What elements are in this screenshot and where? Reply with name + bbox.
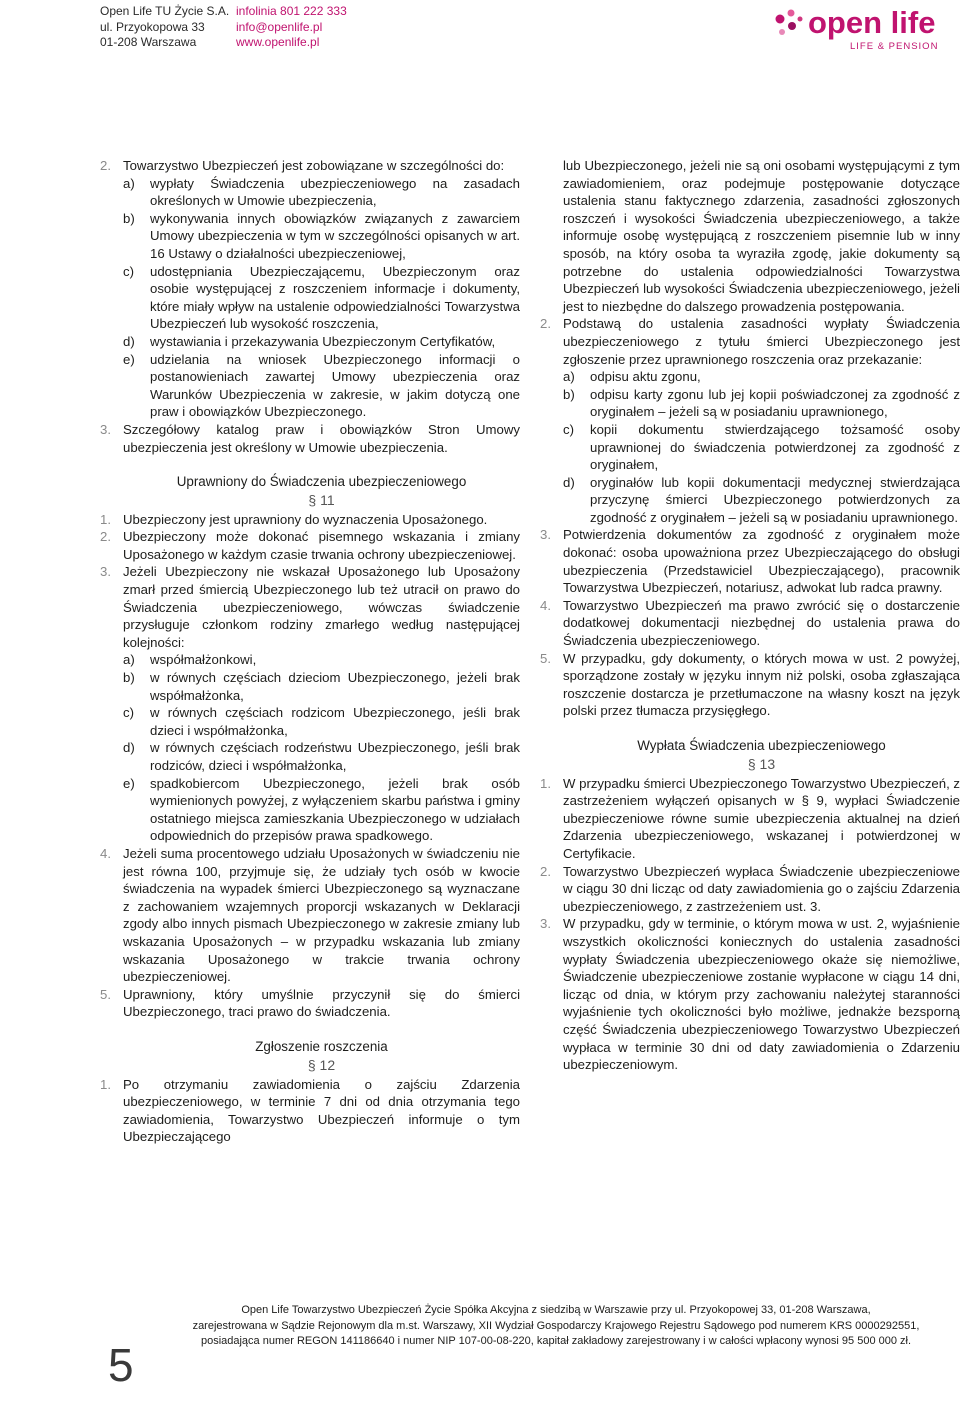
paragraph-number: § 12 [307, 1056, 336, 1073]
list-item: 4. Jeżeli suma procentowego udziału Uposażonych w świadczeniu nie jest równa 100, przyjmuje się, że udziały tych osób w kwocie świadczenia na wypadek śmierci Ubezpieczonego są wyznaczane z zachowaniem wzajemnych proporcji wskazanych w Deklaracji zgody albo innych pismach Ubezpieczonego w zakresie zmiany lub wskazania Uposażonych – w przypadku wskazania lub zmiany wskazania Uposażonego w trakcie trwania ochrony ubezpieczeniowej. [100, 845, 520, 985]
list-item: 2. Ubezpieczony może dokonać pisemnego wskazania i zmiany Uposażonego w każdym czasie trwania ochrony ubezpieczeniowej. [100, 529, 520, 562]
footer-line: zarejestrowana w Sądzie Rejonowym dla m.st. Warszawy, XII Wydział Gospodarczy Krajowego Rejestru Sądowego pod numerem KRS 0000292551, [192, 1319, 920, 1332]
list-item: 5. Uprawniony, który umyślnie przyczynił się do śmierci Ubezpieczonego, traci prawo do świadczenia. [100, 986, 520, 1020]
list-subitem: c) kopii dokumentu stwierdzającego tożsamość osoby uprawnionej do świadczenia potwierdzonej za zgodność z oryginałem, [563, 421, 960, 473]
company-street: ul. Przyokopowa 33 [100, 19, 205, 34]
list-item: 2. Towarzystwo Ubezpieczeń jest zobowiązane w szczególności do: [100, 158, 505, 173]
page-number: 5 [108, 1339, 134, 1391]
list-item: 2. Podstawą do ustalenia zasadności wypłaty Świadczenia ubezpieczeniowego z tytułu śmierci Ubezpieczonego jest zgłoszenie przez uprawnionego roszczenia oraz przekazanie: [540, 316, 960, 367]
list-item: 1. Po otrzymaniu zawiadomienia o zajściu Zdarzenia ubezpieczeniowego, w terminie 7 dni od dnia otrzymania tego zawiadomienia, Towarzystwo Ubezpieczeń informuje o tym Ubezpieczającego [100, 1076, 520, 1145]
list-item: 3. Jeżeli Ubezpieczony nie wskazał Uposażonego lub Uposażony zmarł przed śmiercią Ubezpieczonego lub też utracił on prawo do Świadczenia ubezpieczeniowego, wówczas świadczenie przysługuje członkom rodziny zmarłego według następującej kolejności: [100, 564, 520, 650]
continued-text: lub Ubezpieczonego, jeżeli nie są oni osobami występującymi z tym zawiadomieniem, oraz podejmuje postępowanie dotyczące ustalenia stanu faktycznego zdarzenia, zasadności zgłoszonych roszczeń i wysokości Świadczenia ubezpieczeniowego, a także informuje osobę występującą z roszczeniem pisemnie lub w inny sposób, na który osoba ta wyraziła zgodę, jakie dokumenty są potrzebne do ustalenia odpowiedzialności Towarzystwa Ubezpieczeń lub wysokości Świadczenia ubezpieczeniowego, jeżeli jest to niezbędne do dalszego prowadzenia postępowania. [563, 158, 960, 314]
list-subitem: a) współmałżonkowi, [123, 652, 257, 668]
footer-line: Open Life Towarzystwo Ubezpieczeń Życie Spółka Akcyjna z siedzibą w Warszawie przy ul. Przyokopowej 33, 01-208 Warszawa, [241, 1304, 871, 1316]
list-subitem: b) odpisu karty zgonu lub jej kopii poświadczonej za zgodność z oryginałem – jeżeli są w posiadaniu uprawnionego, [563, 386, 960, 420]
list-item: 5. W przypadku, gdy dokumenty, o których mowa w ust. 2 powyżej, sporządzone zostały w języku innym niż polski, osoba zgłaszająca roszczenie dostarcza je przetłumaczone na własny koszt na język polski przez tłumacza przysięgłego. [540, 650, 960, 719]
paragraph-number: § 13 [747, 755, 776, 772]
list-subitem: b) wykonywania innych obowiązków związanych z zawarciem Umowy ubezpieczenia w tym w szczególności opisanych w art. 16 Ustawy o działalności ubezpieczeniowej, [123, 210, 520, 261]
list-subitem: c) udostępniania Ubezpieczającemu, Ubezpieczonym oraz osobie występującej z roszczeniem informacje i dokumenty, które miały wpływ na ustalenie odpowiedzialności Towarzystwa Ubezpieczeń lub wysokość roszczenia, [123, 263, 520, 332]
list-item: 1. W przypadku śmierci Ubezpieczonego Towarzystwo Ubezpieczeń, z zastrzeżeniem wyłączeń opisanych w § 9, wypłaci Świadczenie ubezpieczeniowe równe sumie ubezpieczenia aktualnej na dzień Zdarzenia ubezpieczeniowego, wskazanej i potwierdzonej w Certyfikacie. [540, 775, 960, 861]
company-city: 01-208 Warszawa [100, 35, 197, 49]
section-heading: Wypłata Świadczenia ubezpieczeniowego [637, 738, 886, 753]
logo-text: open life [808, 5, 936, 40]
list-item: 1. Ubezpieczony jest uprawniony do wyznaczenia Uposażonego. [100, 511, 488, 527]
list-subitem: d) oryginałów lub kopii dokumentacji medycznej stwierdzająca przyczynę śmierci Ubezpieczonego potwierdzonych za zgodność z oryginałem – jeżeli są w posiadaniu uprawnionego. [563, 474, 960, 525]
left-column [100, 157, 520, 1146]
list-subitem: b) w równych częściach dzieciom Ubezpieczonego, jeżeli brak współmałżonka, [123, 670, 520, 703]
paragraph-number: § 11 [308, 491, 335, 508]
footer-line: posiadająca numer REGON 141186640 i numer NIP 107-00-08-220, kapitał zakładowy zarejestrowany i w całości wpłacony wynosi 95 500 000 zł. [200, 1335, 912, 1347]
list-subitem: e) spadkobiercom Ubezpieczonego, jeżeli brak osób wymienionych powyżej, z wyłączeniem skarbu państwa i gminy ostatniego miejsca zamieszkania Ubezpieczonego w udziałach odpowiednich do przepisów prawa spadkowego. [123, 775, 520, 844]
list-subitem: c) w równych częściach rodzicom Ubezpieczonego, jeśli brak dzieci i współmałżonka, [123, 705, 520, 738]
list-item: 3. W przypadku, gdy w terminie, o którym mowa w ust. 2, wyjaśnienie wszystkich okoliczności koniecznych do ustalenia zasadności wypłaty Świadczenia ubezpieczeniowego okaże się niemożliwe, Świadczenie ubezpieczeniowe zostanie wypłacone w ciągu 14 dni, licząc od dnia, w którym przy zachowaniu należytej staranności wyjaśnienie tych okoliczności było możliwe, jednakże bezsporną część Świadczenia ubezpieczeniowego Towarzystwo Ubezpieczeń wypłaca w terminie 30 dni od daty zawiadomienia o Zdarzeniu ubezpieczeniowym. [540, 916, 960, 1073]
logo-dots-icon [776, 10, 803, 36]
list-subitem: a) wypłaty Świadczenia ubezpieczeniowego na zasadach określonych w Umowie ubezpieczenia, [123, 175, 520, 209]
section-heading: Uprawniony do Świadczenia ubezpieczeniowego [176, 474, 467, 490]
list-item: 3. Szczegółowy katalog praw i obowiązków Stron Umowy ubezpieczenia jest określony w Umowie ubezpieczenia. [100, 421, 520, 455]
company-address [100, 4, 229, 51]
open-life-logo [770, 2, 950, 54]
list-item: 4. Towarzystwo Ubezpieczeń ma prawo zwrócić się o dostarczenie dodatkowej dokumentacji niezbędnej do ustalenia prawa do Świadczenia ubezpieczeniowego. [540, 597, 960, 649]
hotline: infolinia 801 222 333 [236, 4, 347, 18]
list-subitem: e) udzielania na wniosek Ubezpieczonego informacji o postanowieniach zawartej Umowy ubezpieczenia oraz Warunków Ubezpieczenia w zakresie, w jakim dotyczą one praw i obowiązków Ubezpieczonego. [123, 351, 520, 420]
list-item: 3. Potwierdzenia dokumentów za zgodność z oryginałem może dokonać: osoba upoważniona przez Ubezpieczającego do obsługi ubezpieczenia (Przedstawiciel Ubezpieczającego), pracownik Towarzystwa Ubezpieczeń, notariusz, adwokat lub radca prawny. [540, 527, 960, 596]
list-subitem: d) wystawiania i przekazywania Ubezpieczonym Certyfikatów, [123, 333, 496, 349]
logo-subtitle: LIFE & PENSION [850, 41, 939, 52]
email-link[interactable]: info@openlife.pl [236, 19, 323, 34]
company-name: Open Life TU Życie S.A. [100, 4, 230, 18]
list-subitem: a) odpisu aktu zgonu, [563, 369, 701, 385]
website-link[interactable]: www.openlife.pl [236, 35, 320, 49]
list-subitem: d) w równych częściach rodzeństwu Ubezpieczonego, jeśli brak rodziców, dzieci i współmałżonka, [123, 740, 520, 773]
right-column [540, 157, 960, 1074]
legal-footer [186, 1303, 926, 1350]
section-heading: Zgłoszenie roszczenia [255, 1038, 388, 1054]
company-contact [236, 4, 347, 51]
list-item: 2. Towarzystwo Ubezpieczeń wypłaca Świadczenie ubezpieczeniowe w ciągu 30 dni licząc od daty zawiadomienia go o zajściu Zdarzenia ubezpieczeniowego, z zastrzeżeniem ust. 3. [540, 863, 960, 914]
